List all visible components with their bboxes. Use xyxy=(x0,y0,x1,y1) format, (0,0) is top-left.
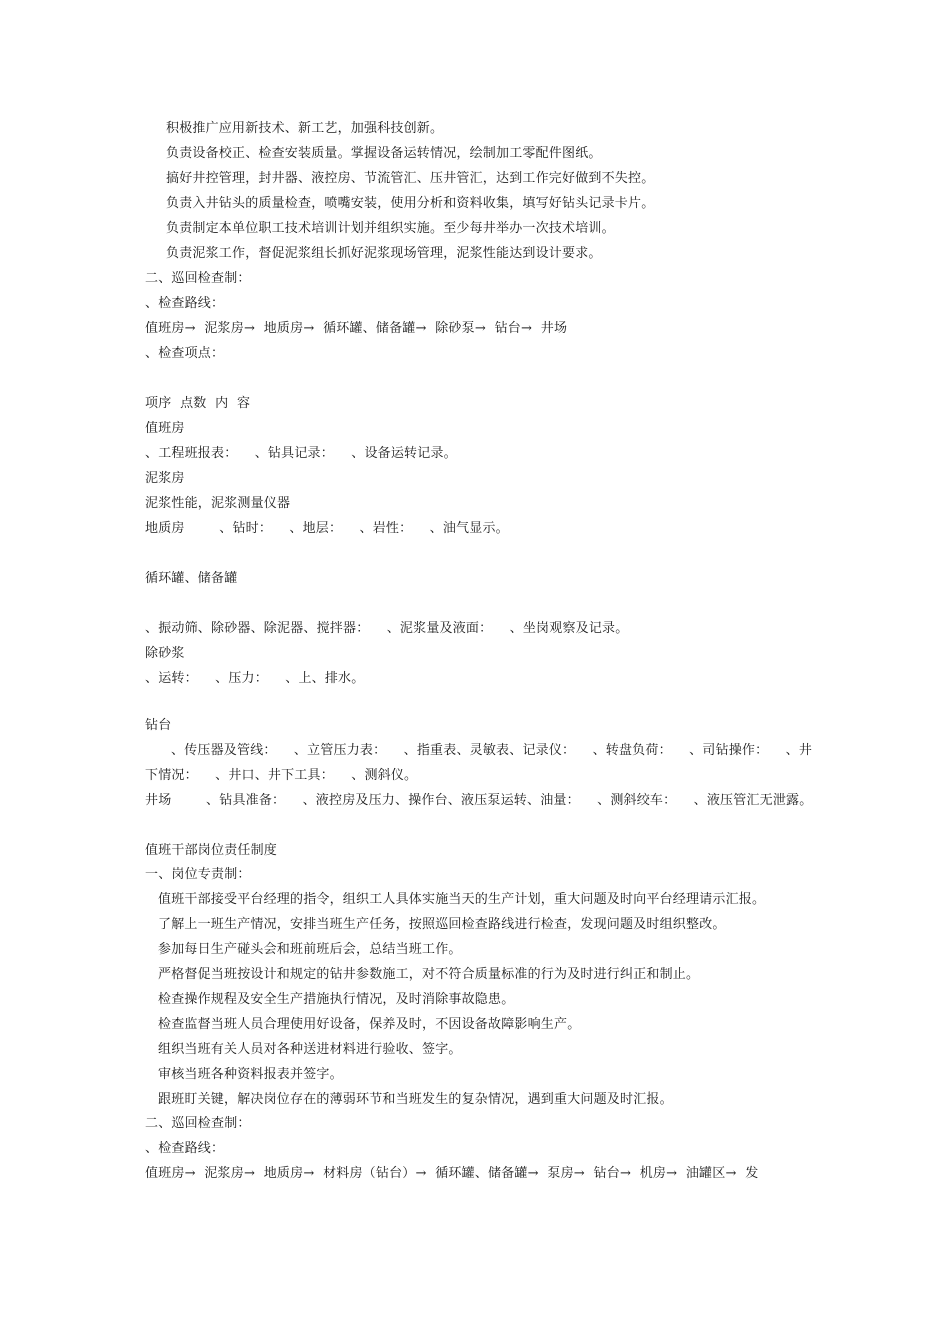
duty-line: 积极推广应用新技术、新工艺，加强科技创新。 xyxy=(166,121,444,136)
location-items: 下情况： 、井口、井下工具： 、测斜仪。 xyxy=(145,768,418,783)
duty-line: 负责设备校正、检查安装质量。掌握设备运转情况，绘制加工零配件图纸。 xyxy=(166,146,602,161)
duty-line: 参加每日生产碰头会和班前班后会，总结当班工作。 xyxy=(158,942,462,957)
duty-line: 检查操作规程及安全生产措施执行情况，及时消除事故隐患。 xyxy=(158,992,515,1007)
duty-line: 检查监督当班人员合理使用好设备，保养及时，不因设备故障影响生产。 xyxy=(158,1017,581,1032)
duty-heading: 一、岗位专责制： xyxy=(145,867,251,882)
location-items: 、工程班报表： 、钻具记录： 、设备运转记录。 xyxy=(145,446,457,461)
route-heading: 、检查路线： xyxy=(145,1141,225,1156)
location-label: 值班房 xyxy=(145,421,185,436)
duty-line: 了解上一班生产情况，安排当班生产任务，按照巡回检查路线进行检查，发现问题及时组织整改。 xyxy=(158,917,726,932)
location-items: 、运转： 、压力： 、上、排水。 xyxy=(145,671,365,686)
route-heading: 、检查路线： xyxy=(145,296,225,311)
location-line: 井场 、钻具准备： 、液控房及压力、操作台、液压泵运转、油量： 、测斜绞车： 、液压管汇无泄露。 xyxy=(145,793,813,808)
location-items: 、振动筛、除砂器、除泥器、搅拌器： 、泥浆量及液面： 、坐岗观察及记录。 xyxy=(145,621,629,636)
items-heading: 、检查项点： xyxy=(145,346,225,361)
inspection-route: 值班房→ 泥浆房→ 地质房→ 循环罐、储备罐→ 除砂泵→ 钻台→ 井场 xyxy=(145,321,568,336)
duty-line: 负责泥浆工作，督促泥浆组长抓好泥浆现场管理，泥浆性能达到设计要求。 xyxy=(166,246,602,261)
location-label: 除砂浆 xyxy=(145,646,185,661)
patrol-heading: 二、巡回检查制： xyxy=(145,1116,251,1131)
duty-line: 跟班盯关键，解决岗位存在的薄弱环节和当班发生的复杂情况，遇到重大问题及时汇报。 xyxy=(158,1092,673,1107)
duty-line: 负责制定本单位职工技术培训计划并组织实施。至少每井举办一次技术培训。 xyxy=(166,221,615,236)
location-line: 地质房 、钻时： 、地层： 、岩性： 、油气显示。 xyxy=(145,521,509,536)
duty-line: 组织当班有关人员对各种送进材料进行验收、签字。 xyxy=(158,1042,462,1057)
location-label: 循环罐、储备罐 xyxy=(145,571,238,586)
duty-line: 值班干部接受平台经理的指令，组织工人具体实施当天的生产计划，重大问题及时向平台经理请示汇报。 xyxy=(158,892,766,907)
location-items: 泥浆性能，泥浆测量仪器 xyxy=(145,496,291,511)
location-items: 、传压器及管线： 、立管压力表： 、指重表、灵敏表、记录仪： 、转盘负荷： 、司钻操作： 、井 xyxy=(145,743,813,758)
section-title: 值班干部岗位责任制度 xyxy=(145,843,278,858)
patrol-heading: 二、巡回检查制： xyxy=(145,271,251,286)
table-header: 项序 点数 内 容 xyxy=(145,396,251,411)
duty-line: 负责入井钻头的质量检查，喷嘴安装，使用分析和资料收集，填写好钻头记录卡片。 xyxy=(166,196,655,211)
duty-line: 审核当班各种资料报表并签字。 xyxy=(158,1067,343,1082)
location-label: 钻台 xyxy=(145,718,172,733)
location-label: 泥浆房 xyxy=(145,471,185,486)
inspection-route: 值班房→ 泥浆房→ 地质房→ 材料房（钻台）→ 循环罐、储备罐→ 泵房→ 钻台→ 机房→ 油罐区→ 发 xyxy=(145,1166,759,1181)
duty-line: 严格督促当班按设计和规定的钻井参数施工，对不符合质量标准的行为及时进行纠正和制止。 xyxy=(158,967,700,982)
duty-line: 搞好井控管理，封井器、液控房、节流管汇、压井管汇，达到工作完好做到不失控。 xyxy=(166,171,655,186)
